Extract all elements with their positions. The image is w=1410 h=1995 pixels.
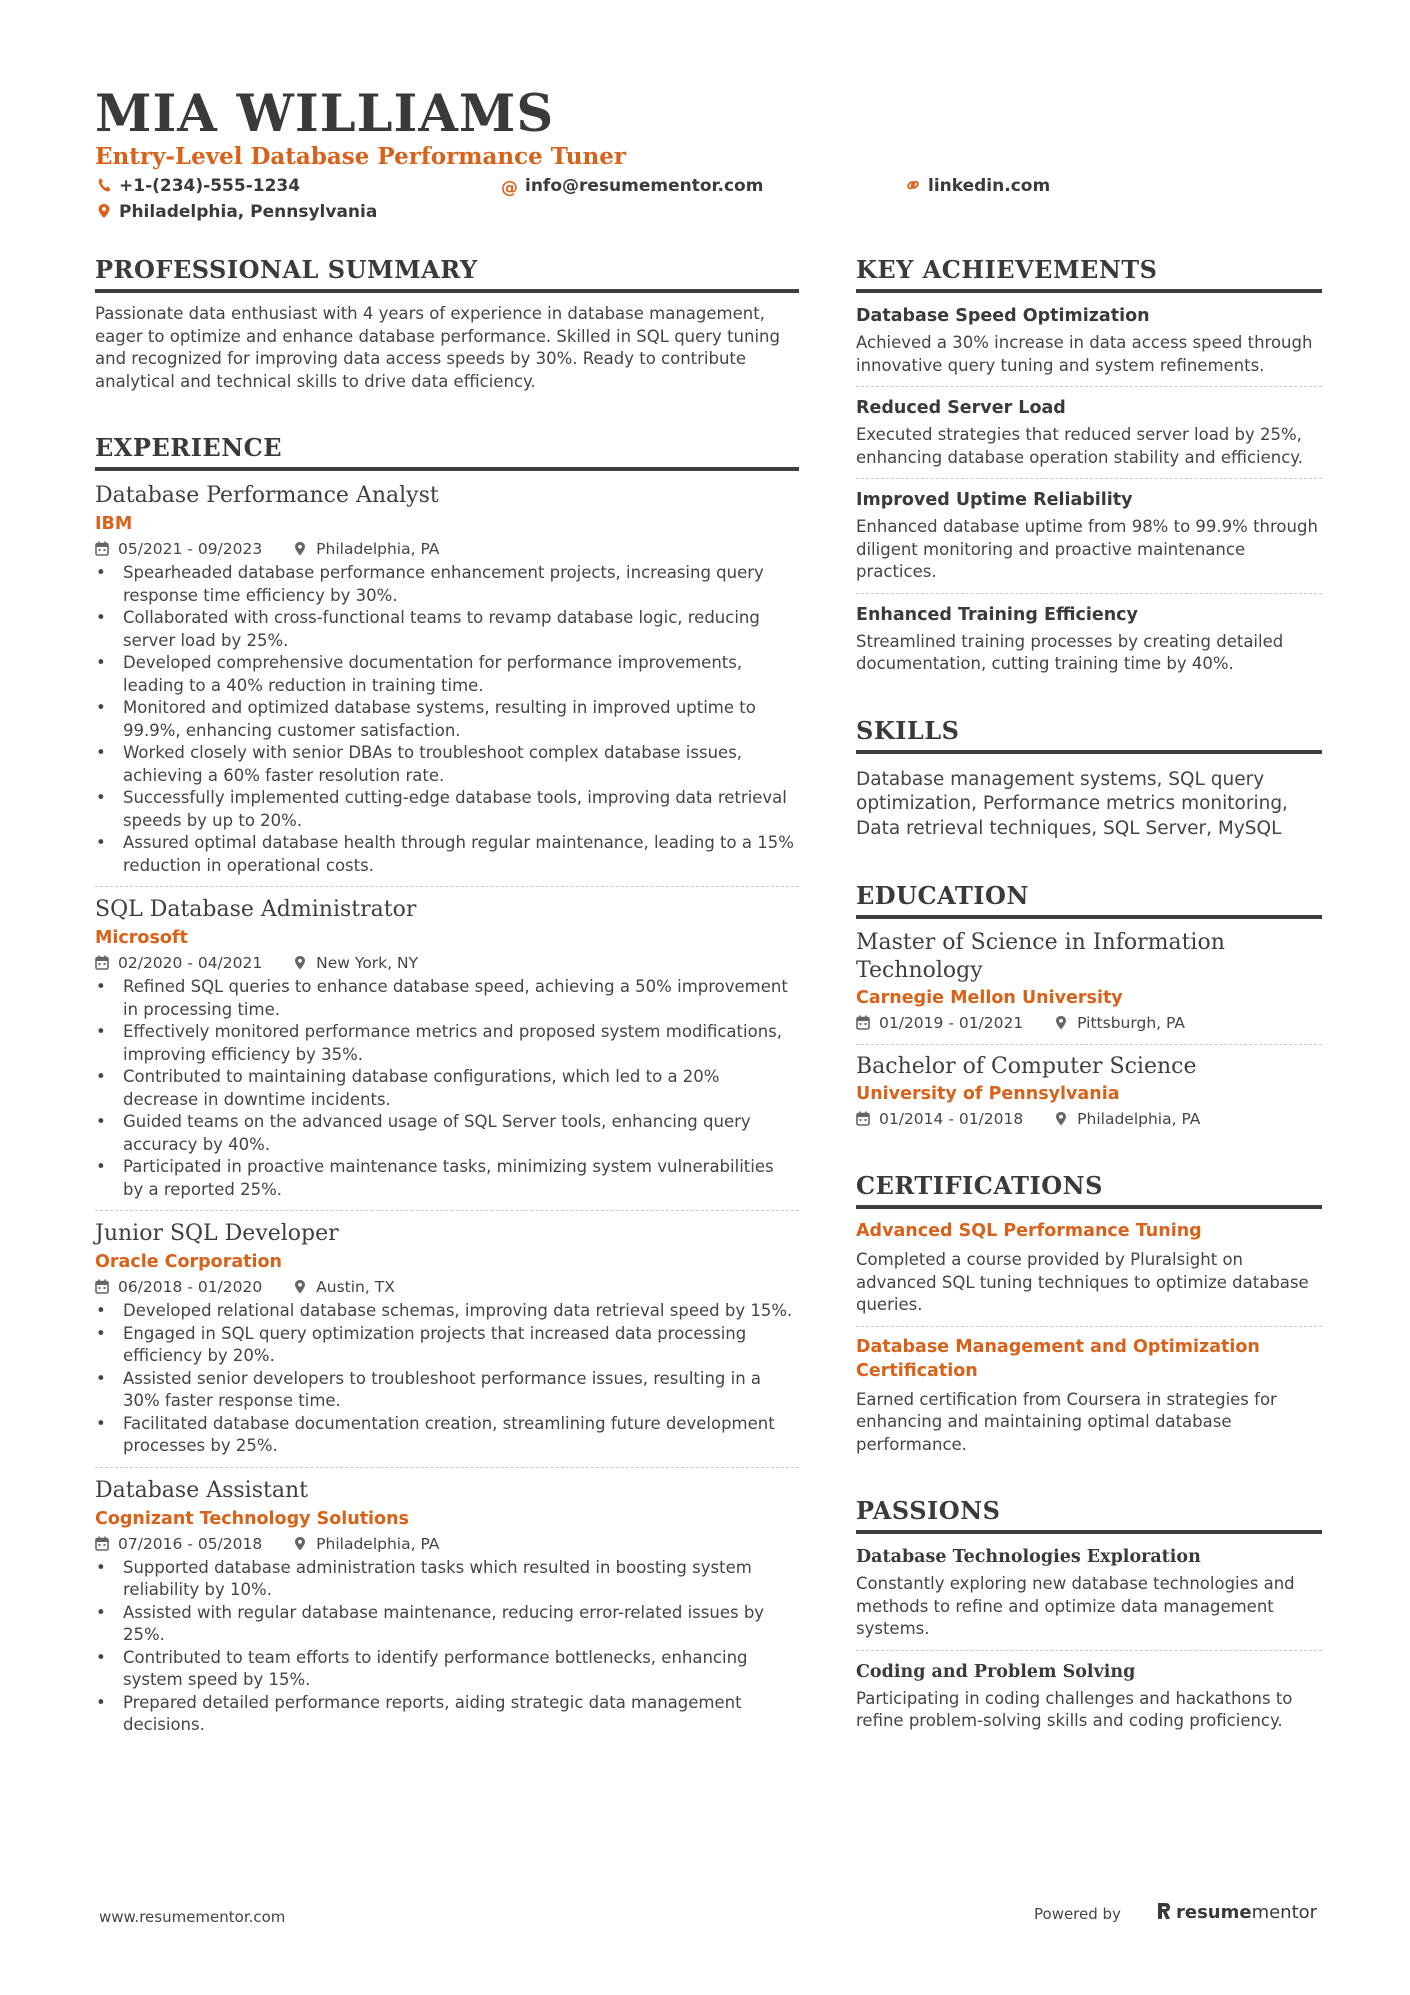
location-pin-icon — [293, 1536, 307, 1551]
job-bullets — [95, 1557, 799, 1737]
education-item — [856, 929, 1322, 1035]
bullet-item: • Assisted senior developers to troubleshoot performance issues, resulting in a 30% faster response time. — [123, 1368, 799, 1413]
job-title: Database Performance Analyst — [95, 483, 439, 508]
location-pin-icon — [293, 541, 307, 556]
company-name: Oracle Corporation — [95, 1252, 282, 1272]
education-heading: EDUCATION — [856, 881, 1322, 919]
company-name: IBM — [95, 514, 133, 534]
job-meta — [95, 1275, 799, 1299]
bullet-item: • Participated in proactive maintenance tasks, minimizing system vulnerabilities by a reported 25%. — [123, 1156, 799, 1201]
contact-email[interactable] — [501, 175, 763, 197]
passion-title: Coding and Problem Solving — [856, 1661, 1136, 1682]
bullet-item: • Supported database administration tasks which resulted in boosting system reliability by 10%. — [123, 1557, 799, 1602]
divider — [856, 593, 1322, 594]
school-name: University of Pennsylvania — [856, 1084, 1120, 1104]
bullet-item: • Contributed to maintaining database configurations, which led to a 20% decrease in downtime incidents. — [123, 1066, 799, 1111]
certification-title: Advanced SQL Performance Tuning — [856, 1221, 1202, 1241]
bullet-item: • Guided teams on the advanced usage of SQL Server tools, enhancing query accuracy by 40%. — [123, 1111, 799, 1156]
job-location: Philadelphia, PA — [316, 540, 440, 558]
at-icon: @ — [501, 178, 518, 198]
brand-bold-text: resume — [1176, 1902, 1252, 1923]
resumementor-logo-icon — [1156, 1901, 1172, 1921]
candidate-title: Entry-Level Database Performance Tuner — [95, 143, 626, 170]
job-meta — [95, 537, 799, 561]
achievement-desc: Achieved a 30% increase in data access speed through innovative query tuning and system refinements. — [856, 333, 1313, 375]
email-text: info@resumementor.com — [525, 176, 764, 196]
education-meta — [856, 1011, 1322, 1035]
bullet-item: • Collaborated with cross-functional teams to revamp database logic, reducing server load by 25%. — [123, 607, 799, 652]
location-pin-icon — [97, 203, 111, 219]
achievement-title: Database Speed Optimization — [856, 306, 1150, 326]
job-dates: 07/2016 - 05/2018 — [118, 1534, 263, 1553]
link-icon — [906, 177, 920, 193]
education-location: Philadelphia, PA — [1077, 1110, 1201, 1128]
skills-heading: SKILLS — [856, 716, 1322, 754]
certification-desc: Earned certification from Coursera in strategies for enhancing and maintaining optimal database performance. — [856, 1389, 1277, 1454]
job-location: New York, NY — [316, 954, 419, 972]
summary-heading: PROFESSIONAL SUMMARY — [95, 255, 799, 293]
bullet-item: • Spearheaded database performance enhancement projects, increasing query response time efficiency by 30%. — [123, 562, 799, 607]
location-text: Philadelphia, Pennsylvania — [119, 202, 378, 222]
bullet-item: • Effectively monitored performance metrics and proposed system modifications, improving efficiency by 35%. — [123, 1021, 799, 1066]
summary-text: Passionate data enthusiast with 4 years of experience in database management, eager to optimize and enhance database performance. Skilled in SQL query tuning and recognized for improving data access speeds by 30%. Ready to contribute analytical and technical skills to drive data efficiency. — [95, 304, 780, 391]
location-pin-icon — [1054, 1015, 1068, 1030]
bullet-item: • Engaged in SQL query optimization projects that increased data processing efficiency by 20%. — [123, 1323, 799, 1368]
job-dates: 02/2020 - 04/2021 — [118, 954, 263, 972]
bullet-item: • Developed comprehensive documentation for performance improvements, leading to a 40% reduction in training time. — [123, 652, 799, 697]
job-bullets — [95, 1300, 799, 1458]
bullet-item: • Worked closely with senior DBAs to troubleshoot complex database issues, achieving a 60% faster resolution rate. — [123, 742, 799, 787]
phone-text: +1-(234)-555-1234 — [119, 176, 301, 196]
job-title: Junior SQL Developer — [95, 1221, 339, 1246]
experience-heading: EXPERIENCE — [95, 433, 799, 471]
footer-url[interactable]: www.resumementor.com — [99, 1908, 286, 1926]
passion-desc: Participating in coding challenges and hackathons to refine problem-solving skills and coding proficiency. — [856, 1688, 1293, 1730]
achievement-desc: Enhanced database uptime from 98% to 99.9% through diligent monitoring and proactive maintenance practices. — [856, 517, 1318, 581]
bullet-item: • Prepared detailed performance reports, aiding strategic data management decisions. — [123, 1692, 799, 1737]
education-item — [856, 1053, 1322, 1131]
brand-logo[interactable] — [1156, 1901, 1317, 1923]
divider — [856, 1044, 1322, 1045]
achievement-item — [856, 303, 1322, 377]
skills-text: Database management systems, SQL query optimization, Performance metrics monitoring, Data retrieval techniques, SQL Server, MySQL — [856, 768, 1288, 839]
location-pin-icon — [293, 1279, 307, 1294]
powered-by-label: Powered by — [1034, 1905, 1121, 1923]
bullet-item: • Contributed to team efforts to identify performance bottlenecks, enhancing system speed by 15%. — [123, 1647, 799, 1692]
achievement-item — [856, 395, 1322, 469]
achievement-item — [856, 487, 1322, 584]
calendar-icon — [95, 541, 109, 556]
achievement-desc: Streamlined training processes by creating detailed documentation, cutting training time by 40%. — [856, 631, 1284, 673]
divider — [856, 386, 1322, 387]
passion-desc: Constantly exploring new database technologies and methods to refine and optimize data management systems. — [856, 1574, 1295, 1638]
company-name: Microsoft — [95, 928, 188, 948]
calendar-icon — [856, 1111, 870, 1126]
brand-rest-text: mentor — [1251, 1902, 1318, 1923]
education-dates: 01/2014 - 01/2018 — [879, 1110, 1024, 1128]
achievements-heading: KEY ACHIEVEMENTS — [856, 255, 1322, 293]
achievement-title: Enhanced Training Efficiency — [856, 604, 1138, 625]
job-bullets — [95, 976, 799, 1201]
contact-linkedin[interactable] — [906, 175, 1050, 197]
divider — [95, 1467, 799, 1468]
left-column — [95, 255, 799, 1737]
bullet-item: • Assisted with regular database maintenance, reducing error-related issues by 25%. — [123, 1602, 799, 1647]
education-dates: 01/2019 - 01/2021 — [879, 1014, 1024, 1032]
location-pin-icon — [293, 955, 307, 970]
school-name: Carnegie Mellon University — [856, 988, 1123, 1008]
calendar-icon — [95, 1279, 109, 1294]
job-entry — [95, 481, 799, 877]
contact-phone[interactable] — [97, 175, 300, 197]
achievement-title: Reduced Server Load — [856, 398, 1066, 418]
bullet-item: • Monitored and optimized database systems, resulting in improved uptime to 99.9%, enhancing customer satisfaction. — [123, 697, 799, 742]
degree: Master of Science in Information Technology — [856, 930, 1225, 983]
job-meta — [95, 1532, 799, 1556]
passion-item — [856, 1659, 1322, 1733]
job-bullets — [95, 562, 799, 877]
bullet-item: • Successfully implemented cutting-edge database tools, improving data retrieval speeds by up to 20%. — [123, 787, 799, 832]
job-dates: 05/2021 - 09/2023 — [118, 540, 263, 558]
job-entry — [95, 1476, 799, 1737]
calendar-icon — [95, 955, 109, 970]
degree: Bachelor of Computer Science — [856, 1054, 1197, 1079]
achievement-desc: Executed strategies that reduced server load by 25%, enhancing database operation stability and efficiency. — [856, 425, 1303, 467]
divider — [856, 1326, 1322, 1327]
divider — [856, 1650, 1322, 1651]
contact-location — [97, 201, 377, 223]
candidate-name: MIA WILLIAMS — [95, 84, 555, 144]
company-name: Cognizant Technology Solutions — [95, 1508, 409, 1529]
certification-item — [856, 1219, 1322, 1317]
linkedin-text: linkedin.com — [928, 176, 1051, 196]
job-dates: 06/2018 - 01/2020 — [118, 1278, 263, 1296]
job-title: Database Assistant — [95, 1477, 308, 1503]
bullet-item: • Developed relational database schemas, improving data retrieval speed by 15%. — [123, 1300, 799, 1323]
bullet-item: • Refined SQL queries to enhance database speed, achieving a 50% improvement in processing time. — [123, 976, 799, 1021]
calendar-icon — [856, 1015, 870, 1030]
bullet-item: • Facilitated database documentation creation, streamlining future development processes by 25%. — [123, 1413, 799, 1458]
job-location: Philadelphia, PA — [316, 1534, 440, 1553]
passions-heading: PASSIONS — [856, 1496, 1322, 1534]
passion-item — [856, 1544, 1322, 1641]
calendar-icon — [95, 1536, 109, 1551]
certification-title: Database Management and Optimization Certification — [856, 1336, 1260, 1381]
divider — [95, 1210, 799, 1211]
divider — [95, 886, 799, 887]
certification-item — [856, 1335, 1322, 1457]
bullet-item: • Assured optimal database health through regular maintenance, leading to a 15% reduction in operational costs. — [123, 832, 799, 877]
passion-title: Database Technologies Exploration — [856, 1547, 1201, 1567]
location-pin-icon — [1054, 1111, 1068, 1126]
job-location: Austin, TX — [316, 1278, 395, 1296]
job-meta — [95, 951, 799, 975]
job-title: SQL Database Administrator — [95, 897, 417, 922]
achievement-title: Improved Uptime Reliability — [856, 490, 1133, 510]
phone-icon — [97, 177, 111, 193]
job-entry — [95, 1219, 799, 1458]
right-column — [856, 255, 1322, 1733]
certification-desc: Completed a course provided by Pluralsight on advanced SQL tuning techniques to optimize database queries. — [856, 1250, 1309, 1314]
job-entry — [95, 895, 799, 1201]
achievement-item — [856, 602, 1322, 676]
certifications-heading: CERTIFICATIONS — [856, 1171, 1322, 1209]
education-location: Pittsburgh, PA — [1077, 1014, 1185, 1032]
education-meta — [856, 1107, 1322, 1131]
divider — [856, 478, 1322, 479]
